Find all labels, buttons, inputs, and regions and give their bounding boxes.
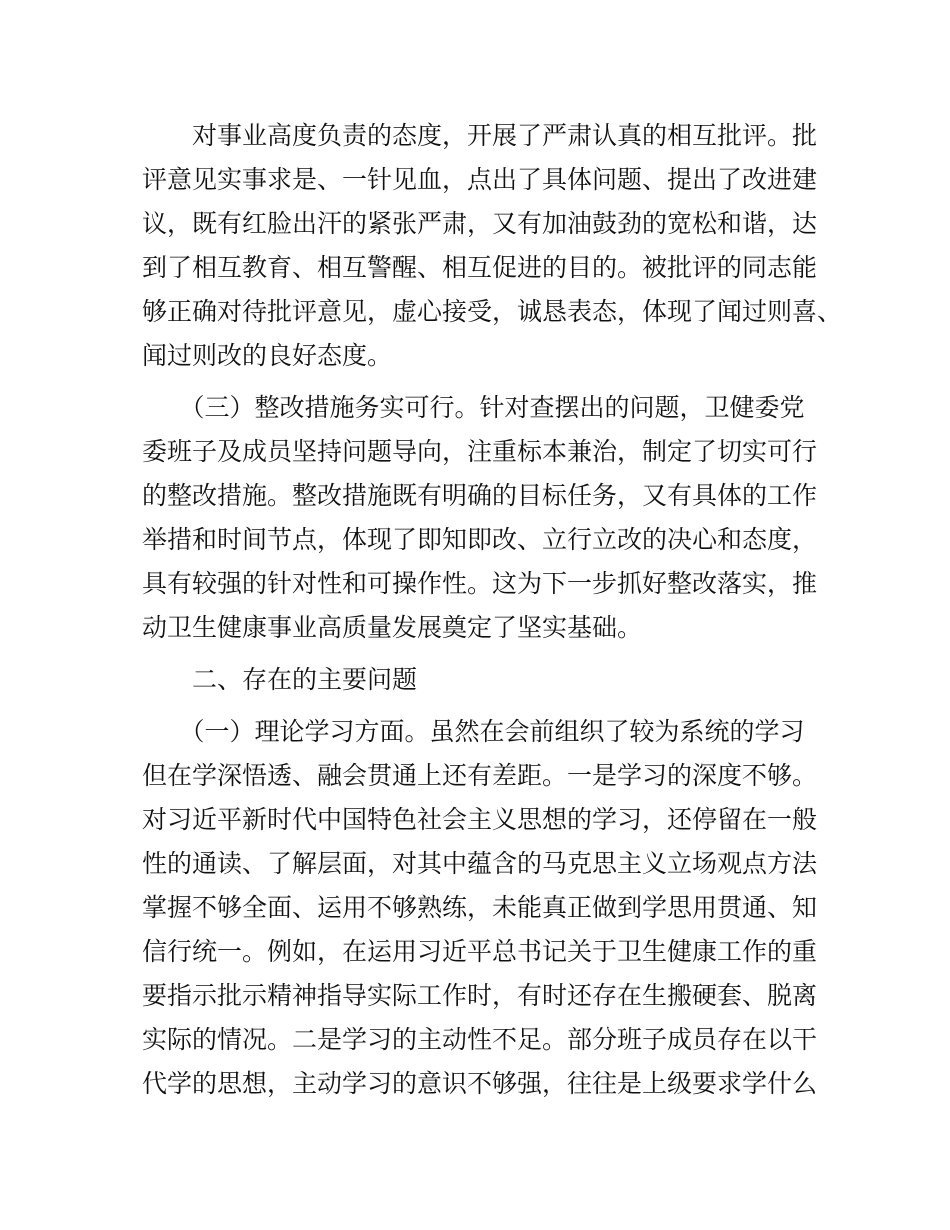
paragraph-line: 实际的情况。二是学习的主动性不足。部分班子成员存在以干 (142, 1025, 818, 1054)
paragraph-line: 议，既有红脸出汗的紧张严肃，又有加油鼓劲的宽松和谐，达 (142, 209, 818, 238)
paragraph-line: 对事业高度负责的态度，开展了严肃认真的相互批评。批 (142, 121, 818, 150)
paragraph-line: 动卫生健康事业高质量发展奠定了坚实基础。 (142, 613, 643, 642)
paragraph-line: 要指示批示精神指导实际工作时，有时还存在生搬硬套、脱离 (142, 981, 818, 1010)
section-heading: 二、存在的主要问题 (142, 665, 418, 694)
paragraph-line: 闻过则改的良好态度。 (142, 341, 393, 370)
paragraph-line: 但在学深悟透、融会贯通上还有差距。一是学习的深度不够。 (142, 761, 818, 790)
paragraph-line: （三）整改措施务实可行。针对查摆出的问题，卫健委党 (142, 393, 805, 422)
paragraph-line: 到了相互教育、相互警醒、相互促进的目的。被批评的同志能 (142, 253, 818, 282)
paragraph-line: 性的通读、了解层面，对其中蕴含的马克思主义立场观点方法 (142, 849, 818, 878)
paragraph-line: 的整改措施。整改措施既有明确的目标任务，又有具体的工作 (142, 481, 818, 510)
paragraph-line: （一）理论学习方面。虽然在会前组织了较为系统的学习 (142, 717, 805, 746)
paragraph-line: 信行统一。例如，在运用习近平总书记关于卫生健康工作的重 (142, 937, 818, 966)
paragraph-line: 评意见实事求是、一针见血，点出了具体问题、提出了改进建 (142, 165, 818, 194)
paragraph-line: 掌握不够全面、运用不够熟练，未能真正做到学思用贯通、知 (142, 893, 818, 922)
paragraph-line: 够正确对待批评意见，虚心接受，诚恳表态，体现了闻过则喜、 (142, 297, 843, 326)
paragraph-line: 代学的思想，主动学习的意识不够强，往往是上级要求学什么 (142, 1069, 818, 1098)
paragraph-line: 委班子及成员坚持问题导向，注重标本兼治，制定了切实可行 (142, 437, 818, 466)
paragraph-line: 举措和时间节点，体现了即知即改、立行立改的决心和态度， (142, 525, 818, 554)
paragraph-line: 对习近平新时代中国特色社会主义思想的学习，还停留在一般 (142, 805, 818, 834)
paragraph-line: 具有较强的针对性和可操作性。这为下一步抓好整改落实，推 (142, 569, 818, 598)
